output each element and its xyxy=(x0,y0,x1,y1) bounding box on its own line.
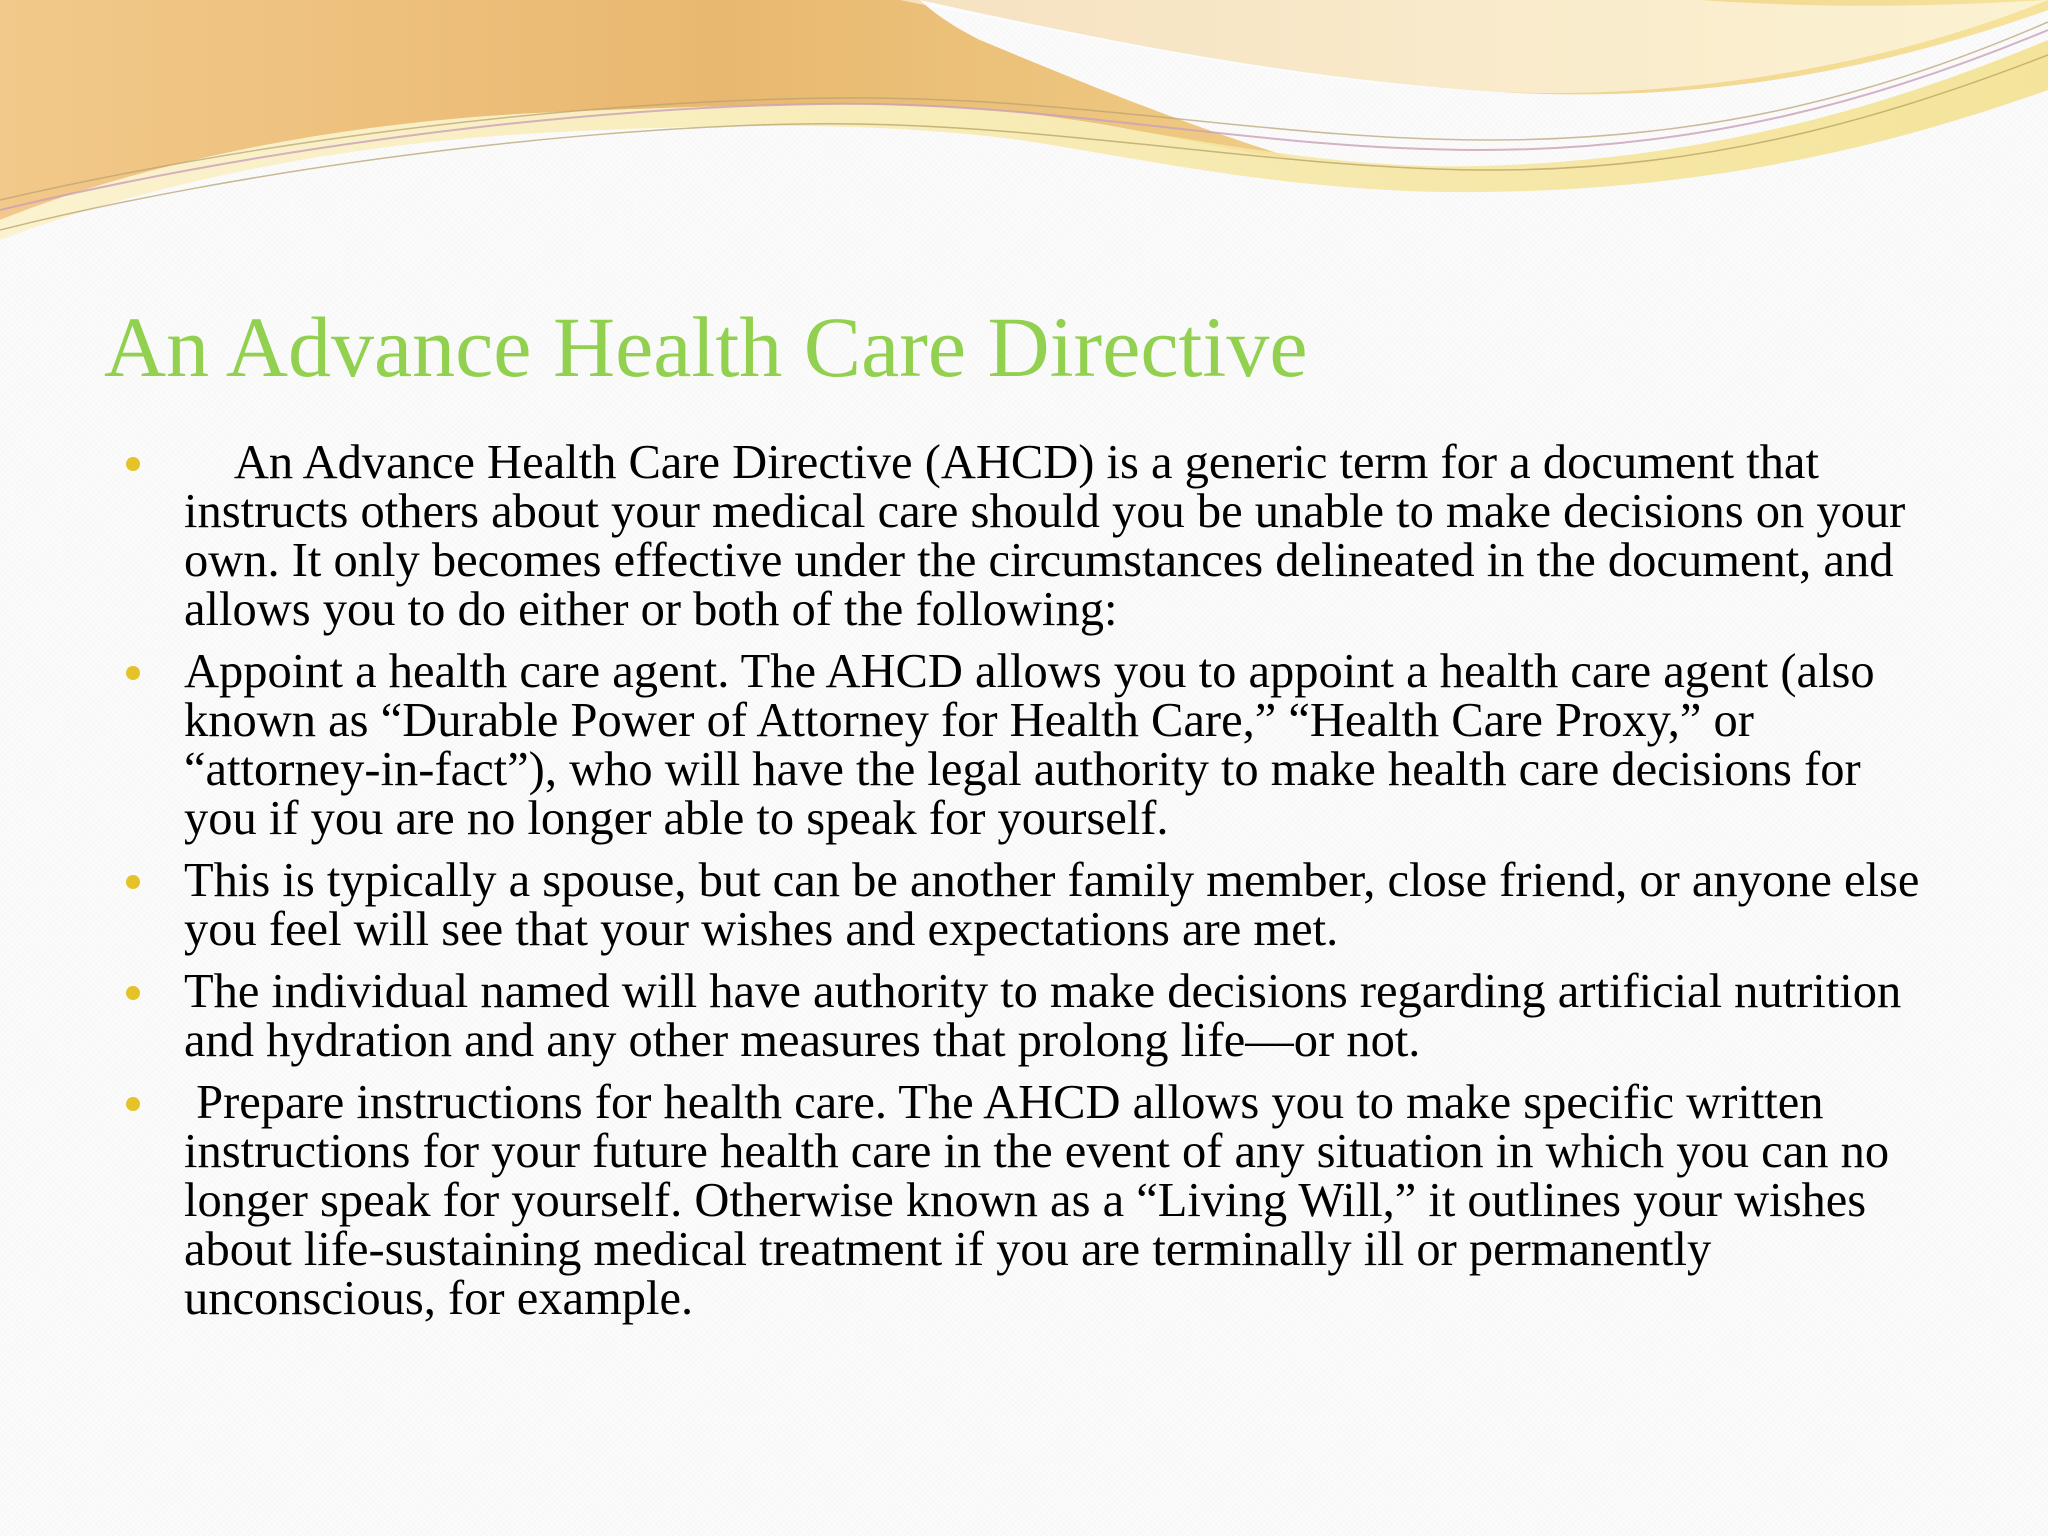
bullet-dot-icon xyxy=(126,875,140,889)
bullet-text: The individual named will have authority to make decisions regarding artificial nutrition and hydration and any other measures that prolong life—or not. xyxy=(184,965,1914,1067)
slide-title: An Advance Health Care Directive xyxy=(104,299,1308,395)
bullet-item xyxy=(118,647,1938,843)
bullet-text: Appoint a health care agent. The AHCD allows you to appoint a health care agent (also known as “Durable Power of Attorney for Health Care,” “Health Care Proxy,” or “attorney-in-fact”), who will have the legal authority to make health care decisions for you if you are no longer able to speak for yourself. xyxy=(184,645,1887,845)
bullet-list xyxy=(118,438,1938,1336)
bullet-dot-icon xyxy=(126,1097,140,1111)
bullet-dot-icon xyxy=(126,457,140,471)
bullet-item xyxy=(118,967,1938,1065)
bullet-item xyxy=(118,856,1938,954)
bullet-dot-icon xyxy=(126,986,140,1000)
bullet-text: Prepare instructions for health care. The AHCD allows you to make specific written instructions for your future health care in the event of any situation in which you can no longer speak for yourself. Otherwise known as a “Living Will,” it outlines your wishes about life-sustaining medical treatment if you are terminally ill or permanently unconscious, for example. xyxy=(184,1076,1902,1325)
bullet-text: An Advance Health Care Directive (AHCD) is a generic term for a document that instructs others about your medical care should you be unable to make decisions on your own. It only becomes effective under the circumstances delineated in the document, and allows you to do either or both of the following: xyxy=(184,436,1918,636)
header-swoosh-decoration xyxy=(0,0,2048,260)
bullet-text: This is typically a spouse, but can be another family member, close friend, or anyone else you feel will see that your wishes and expectations are met. xyxy=(184,854,1932,956)
bullet-item xyxy=(118,438,1938,634)
bullet-item xyxy=(118,1078,1938,1323)
bullet-dot-icon xyxy=(126,666,140,680)
